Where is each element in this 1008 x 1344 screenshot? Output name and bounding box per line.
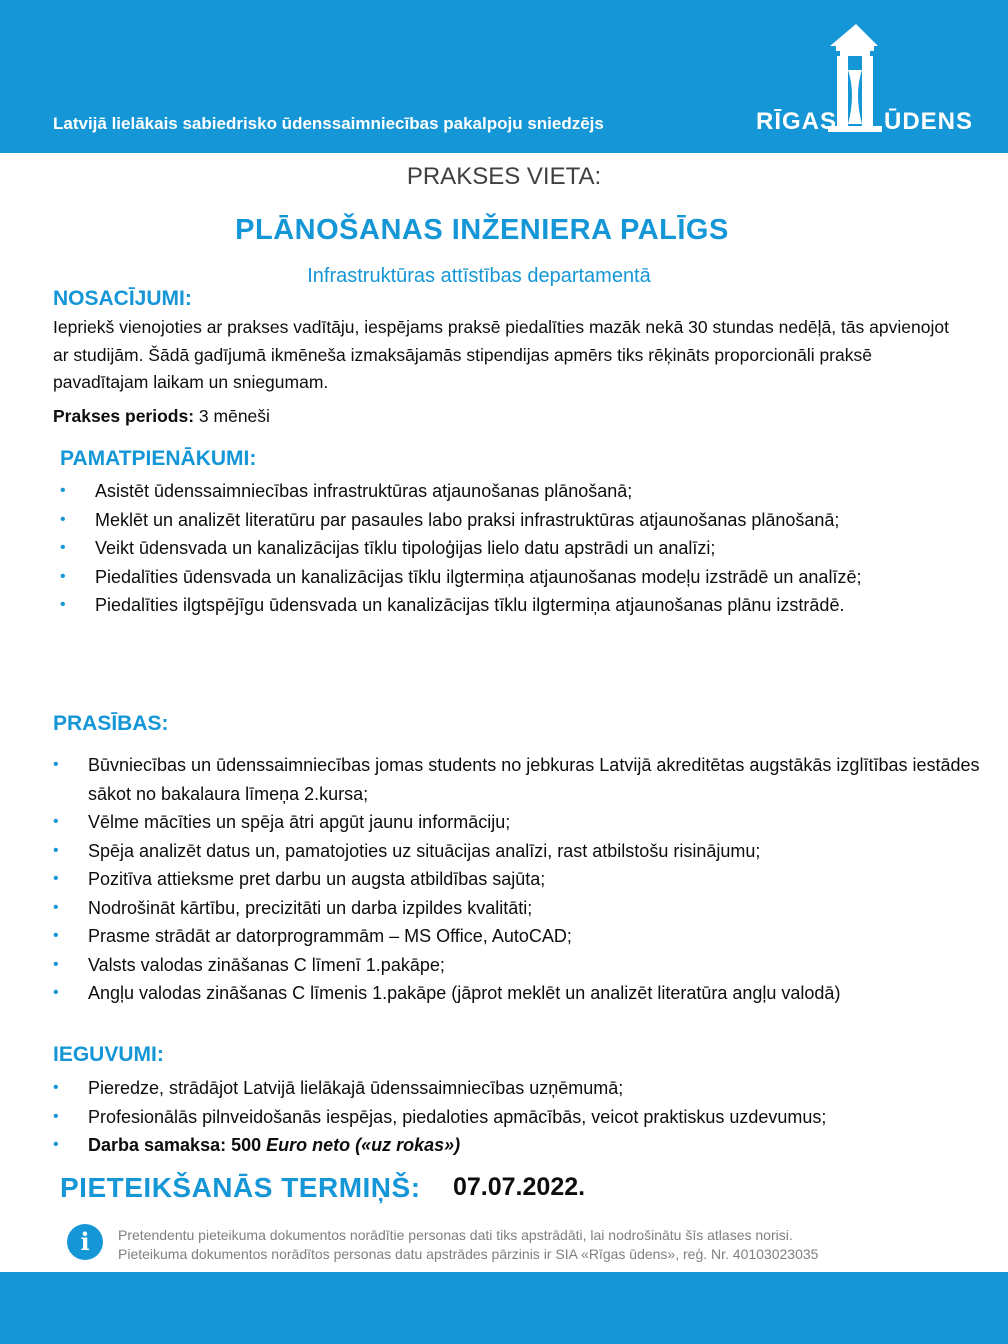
header-banner [0, 0, 1008, 153]
internship-period [53, 406, 270, 427]
requirements-heading: PRASĪBAS: [53, 712, 169, 735]
list-item: • Prasme strādāt ar datorprogrammām – MS Office, AutoCAD; [53, 922, 993, 951]
logo-text-rigas: RĪGAS [756, 108, 838, 135]
deadline-date: 07.07.2022. [453, 1173, 586, 1201]
conditions-heading: NOSACĪJUMI: [53, 287, 192, 310]
department-subtitle: Infrastruktūras attīstības departamentā [307, 265, 651, 287]
list-item: • Piedalīties ilgtspējīgu ūdensvada un kanalizācijas tīklu ilgtermiņa atjaunošanas plānu izstrādē. [60, 591, 950, 620]
benefits-list [53, 1074, 993, 1160]
duties-heading: PAMATPIENĀKUMI: [60, 447, 257, 470]
bullet-dot-icon: • [53, 927, 59, 944]
bullet-dot-icon: • [53, 898, 59, 916]
list-item: • Meklēt un analizēt literatūru par pasaules labo praksi infrastruktūras atjaunošanas plānošanā; [60, 506, 950, 535]
bullet-dot-icon: • [53, 1136, 59, 1153]
list-item: • Piedalīties ūdensvada un kanalizācijas tīklu ilgtermiņa atjaunošanas modeļu izstrādē un analīzē; [60, 563, 950, 592]
privacy-note [118, 1226, 818, 1264]
list-item: • Angļu valodas zināšanas C līmenis 1.pakāpe (jāprot meklēt un analizēt literatūra angļu valodā) [53, 979, 993, 1008]
list-item: • Pieredze, strādājot Latvijā lielākajā ūdenssaimniecības uzņēmumā; [53, 1074, 993, 1103]
position-title: PLĀNOŠANAS INŽENIERA PALĪGS [235, 214, 729, 246]
benefits-heading: IEGUVUMI: [53, 1043, 164, 1066]
salary-label: Darba samaksa: 500 [88, 1135, 267, 1155]
bullet-dot-icon: • [53, 1079, 59, 1096]
deadline-label: PIETEIKŠANĀS TERMIŅŠ: [60, 1172, 421, 1203]
list-item: • Nodrošināt kārtību, precizitāti un darba izpildes kvalitāti; [53, 894, 993, 923]
requirements-list [53, 751, 993, 1008]
period-label: Prakses periods: [53, 406, 195, 426]
bullet-dot-icon: • [60, 510, 66, 528]
salary-emphasis: Euro neto («uz rokas») [266, 1135, 461, 1155]
logo-text-udens: ŪDENS [884, 108, 974, 135]
list-item: • Spēja analizēt datus un, pamatojoties uz situācijas analīzi, rast atbilstošu risinājumu; [53, 837, 993, 866]
kicker-heading: PRAKSES VIETA: [406, 163, 602, 190]
bullet-dot-icon: • [53, 841, 59, 859]
company-tagline: Latvijā lielākais sabiedrisko ūdenssaimniecības pakalpoju sniedzējs [53, 114, 604, 133]
info-icon: i [67, 1224, 103, 1260]
period-value: 3 mēneši [194, 406, 270, 426]
list-item: • Vēlme mācīties un spēja ātri apgūt jaunu informāciju; [53, 808, 993, 837]
bullet-dot-icon: • [60, 482, 66, 499]
bullet-dot-icon: • [60, 596, 66, 613]
bullet-dot-icon: • [53, 756, 59, 773]
conditions-text: Iepriekš vienojoties ar prakses vadītāju, iespējams praksē piedalīties mazāk nekā 30 stundas nedēļā, tās apvienojot ar studijām. Šādā gadījumā ikmēneša izmaksājamās stipendijas apmērs tiks rēķināts proporcionāli praksē pavadītajam laikam un sniegumam. [53, 317, 949, 392]
bullet-dot-icon: • [53, 813, 59, 830]
list-item: • Asistēt ūdenssaimniecības infrastruktūras atjaunošanas plānošanā; [60, 477, 950, 506]
list-item: • Būvniecības un ūdenssaimniecības jomas students no jebkuras Latvijā akreditētas augstākās izglītības iestādes sākot no bakalaura līmeņa 2.kursa; [53, 751, 993, 808]
list-item: • Pozitīva attieksme pret darbu un augsta atbildības sajūta; [53, 865, 993, 894]
salary-item [53, 1131, 993, 1160]
list-item: • Valsts valodas zināšanas C līmenī 1.pakāpe; [53, 951, 993, 980]
bullet-dot-icon: • [53, 955, 59, 973]
list-item: • Veikt ūdensvada un kanalizācijas tīklu tipoloģijas lielo datu apstrādi un analīzi; [60, 534, 950, 563]
list-item: • Profesionālās pilnveidošanās iespējas, piedaloties apmācībās, veicot praktiskus uzdevumus; [53, 1103, 993, 1132]
bullet-dot-icon: • [53, 1107, 59, 1125]
duties-list [60, 477, 950, 620]
privacy-note-line2: Pieteikuma dokumentos norādītos personas datu apstrādes pārzinis ir SIA «Rīgas ūdens», reģ. Nr. 40103023035 [118, 1246, 819, 1262]
bullet-dot-icon: • [53, 870, 59, 887]
bullet-dot-icon: • [60, 539, 66, 556]
bullet-dot-icon: • [60, 567, 66, 585]
bullet-dot-icon: • [53, 984, 59, 1001]
privacy-note-line1: Pretendentu pieteikuma dokumentos norādītie personas dati tiks apstrādāti, lai nodrošinātu šīs atlases norisi. [118, 1227, 793, 1243]
footer-banner [0, 1272, 1008, 1344]
